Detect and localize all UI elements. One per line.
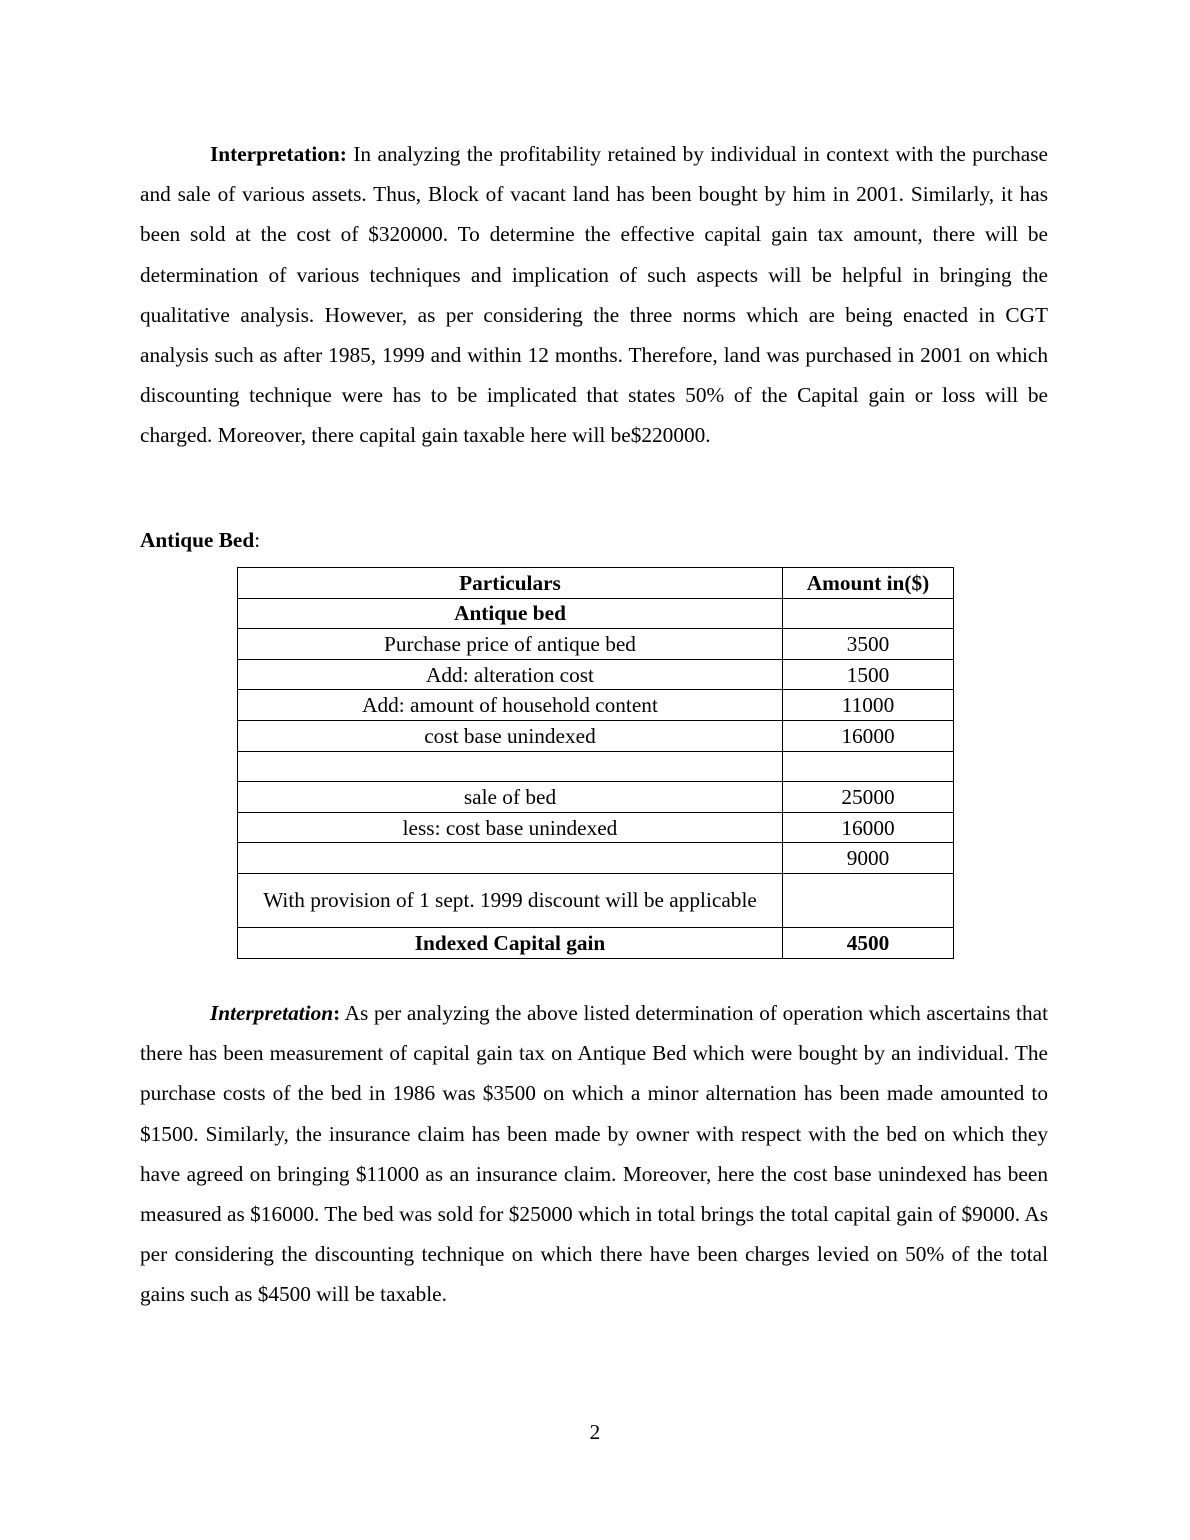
table-row (238, 659, 954, 690)
particular-cell: Antique bed (238, 598, 783, 629)
amount-cell: 4500 (783, 927, 954, 958)
particular-cell: Add: amount of household content (238, 690, 783, 721)
amount-cell (783, 751, 954, 782)
particular-cell: Purchase price of antique bed (238, 629, 783, 660)
table-header-row (238, 568, 954, 599)
table-row (238, 782, 954, 813)
particular-cell: Indexed Capital gain (238, 927, 783, 958)
section-heading-colon: : (254, 528, 261, 552)
page-number: 2 (589, 1420, 601, 1444)
interpretation-paragraph-land (140, 134, 1048, 456)
table-row (238, 812, 954, 843)
particular-cell (238, 843, 783, 874)
table-row (238, 720, 954, 751)
antique-bed-table (237, 567, 954, 959)
table-row (238, 873, 954, 927)
column-header-amount: Amount in($) (783, 568, 954, 599)
particular-cell: sale of bed (238, 782, 783, 813)
amount-cell: 1500 (783, 659, 954, 690)
amount-cell: 16000 (783, 812, 954, 843)
amount-cell: 16000 (783, 720, 954, 751)
interpretation-label: Interpretation (210, 1001, 334, 1025)
interpretation-text: As per analyzing the above listed determination of operation which ascertains that there has been measurement of capital gain tax on Antique Bed which were bought by an individual. The purchase costs of the bed in 1986 was $3500 on which a minor alternation has been made amounted to $1500. Similarly, the insurance claim has been made by owner with respect with the bed on which they have agreed on bringing $11000 as an insurance claim. Moreover, here the cost base unindexed has been measured as $16000. The bed was sold for $25000 which in total brings the total capital gain of $9000. As per considering the discounting technique on which there have been charges levied on 50% of the total gains such as $4500 will be taxable. (140, 1001, 1048, 1307)
interpretation-paragraph-bed (140, 993, 1048, 1315)
table-row (238, 690, 954, 721)
amount-cell: 25000 (783, 782, 954, 813)
particular-cell: cost base unindexed (238, 720, 783, 751)
table-row (238, 598, 954, 629)
amount-cell (783, 598, 954, 629)
interpretation-label: Interpretation: (210, 142, 347, 166)
particular-cell: With provision of 1 sept. 1999 discount will be applicable (238, 873, 783, 927)
particular-cell (238, 751, 783, 782)
amount-cell: 9000 (783, 843, 954, 874)
table-row (238, 843, 954, 874)
amount-cell: 3500 (783, 629, 954, 660)
section-heading-text: Antique Bed (140, 528, 255, 552)
section-heading-antique-bed (140, 526, 260, 554)
amount-cell: 11000 (783, 690, 954, 721)
amount-cell (783, 873, 954, 927)
column-header-particulars: Particulars (238, 568, 783, 599)
particular-cell: Add: alteration cost (238, 659, 783, 690)
interpretation-text: In analyzing the profitability retained by individual in context with the purchase and sale of various assets. Thus, Block of vacant land has been bought by him in 2001. Similarly, it has been sold at the cost of $320000. To determine the effective capital gain tax amount, there will be determination of various techniques and implication of such aspects will be helpful in bringing the qualitative analysis. However, as per considering the three norms which are being enacted in CGT analysis such as after 1985, 1999 and within 12 months. Therefore, land was purchased in 2001 on which discounting technique were has to be implicated that states 50% of the Capital gain or loss will be charged. Moreover, there capital gain taxable here will be$220000. (140, 142, 1048, 448)
table-row (238, 751, 954, 782)
particular-cell: less: cost base unindexed (238, 812, 783, 843)
table-row (238, 629, 954, 660)
table-total-row (238, 927, 954, 958)
interpretation-colon: : (333, 1001, 341, 1025)
